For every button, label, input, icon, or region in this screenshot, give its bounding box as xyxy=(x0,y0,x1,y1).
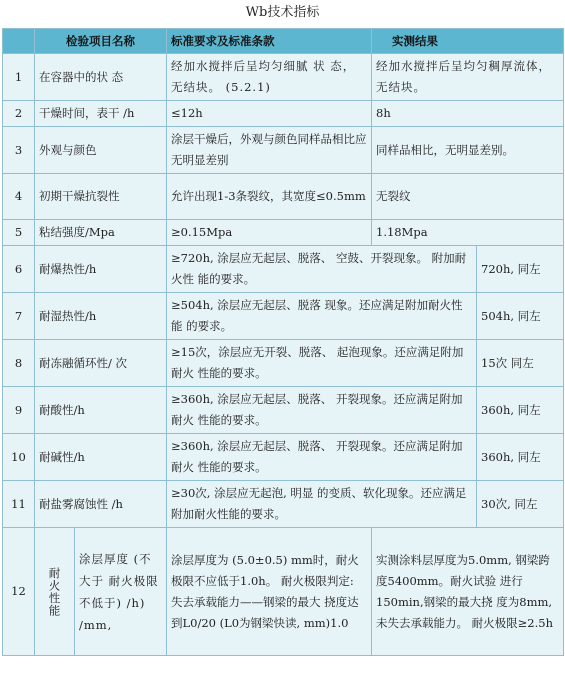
row-number: 2 xyxy=(3,101,35,127)
row-result: 30次, 同左 xyxy=(477,481,564,528)
row-result: 无裂纹 xyxy=(372,174,564,220)
table-row xyxy=(3,174,564,220)
table-row xyxy=(3,293,564,340)
row-number: 11 xyxy=(3,481,35,528)
row-item: 耐冻融循环性/ 次 xyxy=(35,340,167,387)
table-row xyxy=(3,127,564,174)
row-standard: ≥15次，涂层应无开裂、脱落、 起泡现象。还应满足附加耐火 性能的要求。 xyxy=(167,340,477,387)
row-result: 15次 同左 xyxy=(477,340,564,387)
table-row xyxy=(3,434,564,481)
row-item: 耐酸性/h xyxy=(35,387,167,434)
row-result: 实测涂料层厚度为5.0mm, 钢梁跨度5400mm。耐火试验 进行150min,钢梁的最大挠 度为8mm, 未失去承载能力。 耐火极限≥2.5h xyxy=(372,528,564,656)
table-row xyxy=(3,220,564,246)
header-standard: 标准要求及标准条款 xyxy=(167,29,372,54)
row-result: 同样品相比，无明显差别。 xyxy=(372,127,564,174)
row-standard: ≥360h, 涂层应无起层、脱落、 开裂现象。还应满足附加耐火 性能的要求。 xyxy=(167,387,477,434)
row-standard: ≥0.15Mpa xyxy=(167,220,372,246)
row-number: 12 xyxy=(3,528,35,656)
row-standard: ≤12h xyxy=(167,101,372,127)
row-item: 耐碱性/h xyxy=(35,434,167,481)
row-result: 360h, 同左 xyxy=(477,434,564,481)
row-item: 耐湿热性/h xyxy=(35,293,167,340)
row-standard: 允许出现1-3条裂纹，其宽度≤0.5mm xyxy=(167,174,372,220)
table-row xyxy=(3,481,564,528)
row-item-vertical-text: 耐火性能 xyxy=(47,566,62,617)
table-row xyxy=(3,54,564,101)
table-title: Wb技术指标 xyxy=(245,5,320,20)
table-row xyxy=(3,340,564,387)
row-sub-item: 涂层厚度 (不大于 耐火极限 不低于) /h) /mm, xyxy=(75,528,167,656)
header-result: 实测结果 xyxy=(372,29,564,54)
header-row xyxy=(3,29,564,54)
row-result: 504h, 同左 xyxy=(477,293,564,340)
row-standard: ≥30次, 涂层应无起泡, 明显 的变质、软化现象。还应满足 附加耐火性能的要求。 xyxy=(167,481,477,528)
row-result: 360h, 同左 xyxy=(477,387,564,434)
row-result: 经加水搅拌后呈均匀稠厚流体，无结块。 xyxy=(372,54,564,101)
row-item: 耐爆热性/h xyxy=(35,246,167,293)
row-result: 720h, 同左 xyxy=(477,246,564,293)
row-item: 初期干燥抗裂性 xyxy=(35,174,167,220)
row-item: 外观与颜色 xyxy=(35,127,167,174)
table-row xyxy=(3,528,564,656)
row-standard: ≥360h, 涂层应无起层、脱落、 开裂现象。还应满足附加耐火 性能的要求。 xyxy=(167,434,477,481)
table-row xyxy=(3,246,564,293)
row-number: 4 xyxy=(3,174,35,220)
table-row xyxy=(3,387,564,434)
row-item: 在容器中的状 态 xyxy=(35,54,167,101)
row-standard: 涂层厚度为 (5.0±0.5) mm时，耐火极限不应低于1.0h。 耐火极限判定: 失去承载能力——钢梁的最大 挠度达到L0/20 (L0为钢梁快读, mm)1.0 xyxy=(167,528,372,656)
row-item-vertical xyxy=(35,528,75,656)
row-number: 3 xyxy=(3,127,35,174)
row-standard: 经加水搅拌后呈均匀细腻 状 态，无结块。 (5.2.1) xyxy=(167,54,372,101)
row-standard: 涂层干燥后，外观与颜色同样品相比应无明显差别 xyxy=(167,127,372,174)
row-item: 耐盐雾腐蚀性 /h xyxy=(35,481,167,528)
row-standard: ≥504h, 涂层应无起层、脱落 现象。还应满足附加耐火性能 的要求。 xyxy=(167,293,477,340)
row-number: 1 xyxy=(3,54,35,101)
row-item: 粘结强度/Mpa xyxy=(35,220,167,246)
row-number: 9 xyxy=(3,387,35,434)
row-number: 7 xyxy=(3,293,35,340)
row-number: 10 xyxy=(3,434,35,481)
table-row xyxy=(3,101,564,127)
row-result: 1.18Mpa xyxy=(372,220,564,246)
row-number: 8 xyxy=(3,340,35,387)
row-result: 8h xyxy=(372,101,564,127)
row-number: 6 xyxy=(3,246,35,293)
row-item: 干燥时间，表干 /h xyxy=(35,101,167,127)
header-item: 检验项目名称 xyxy=(35,29,167,54)
header-number xyxy=(3,29,35,54)
row-number: 5 xyxy=(3,220,35,246)
row-standard: ≥720h, 涂层应无起层、脱落、 空鼓、开裂现象。 附加耐火性 能的要求。 xyxy=(167,246,477,293)
spec-table xyxy=(2,28,564,656)
